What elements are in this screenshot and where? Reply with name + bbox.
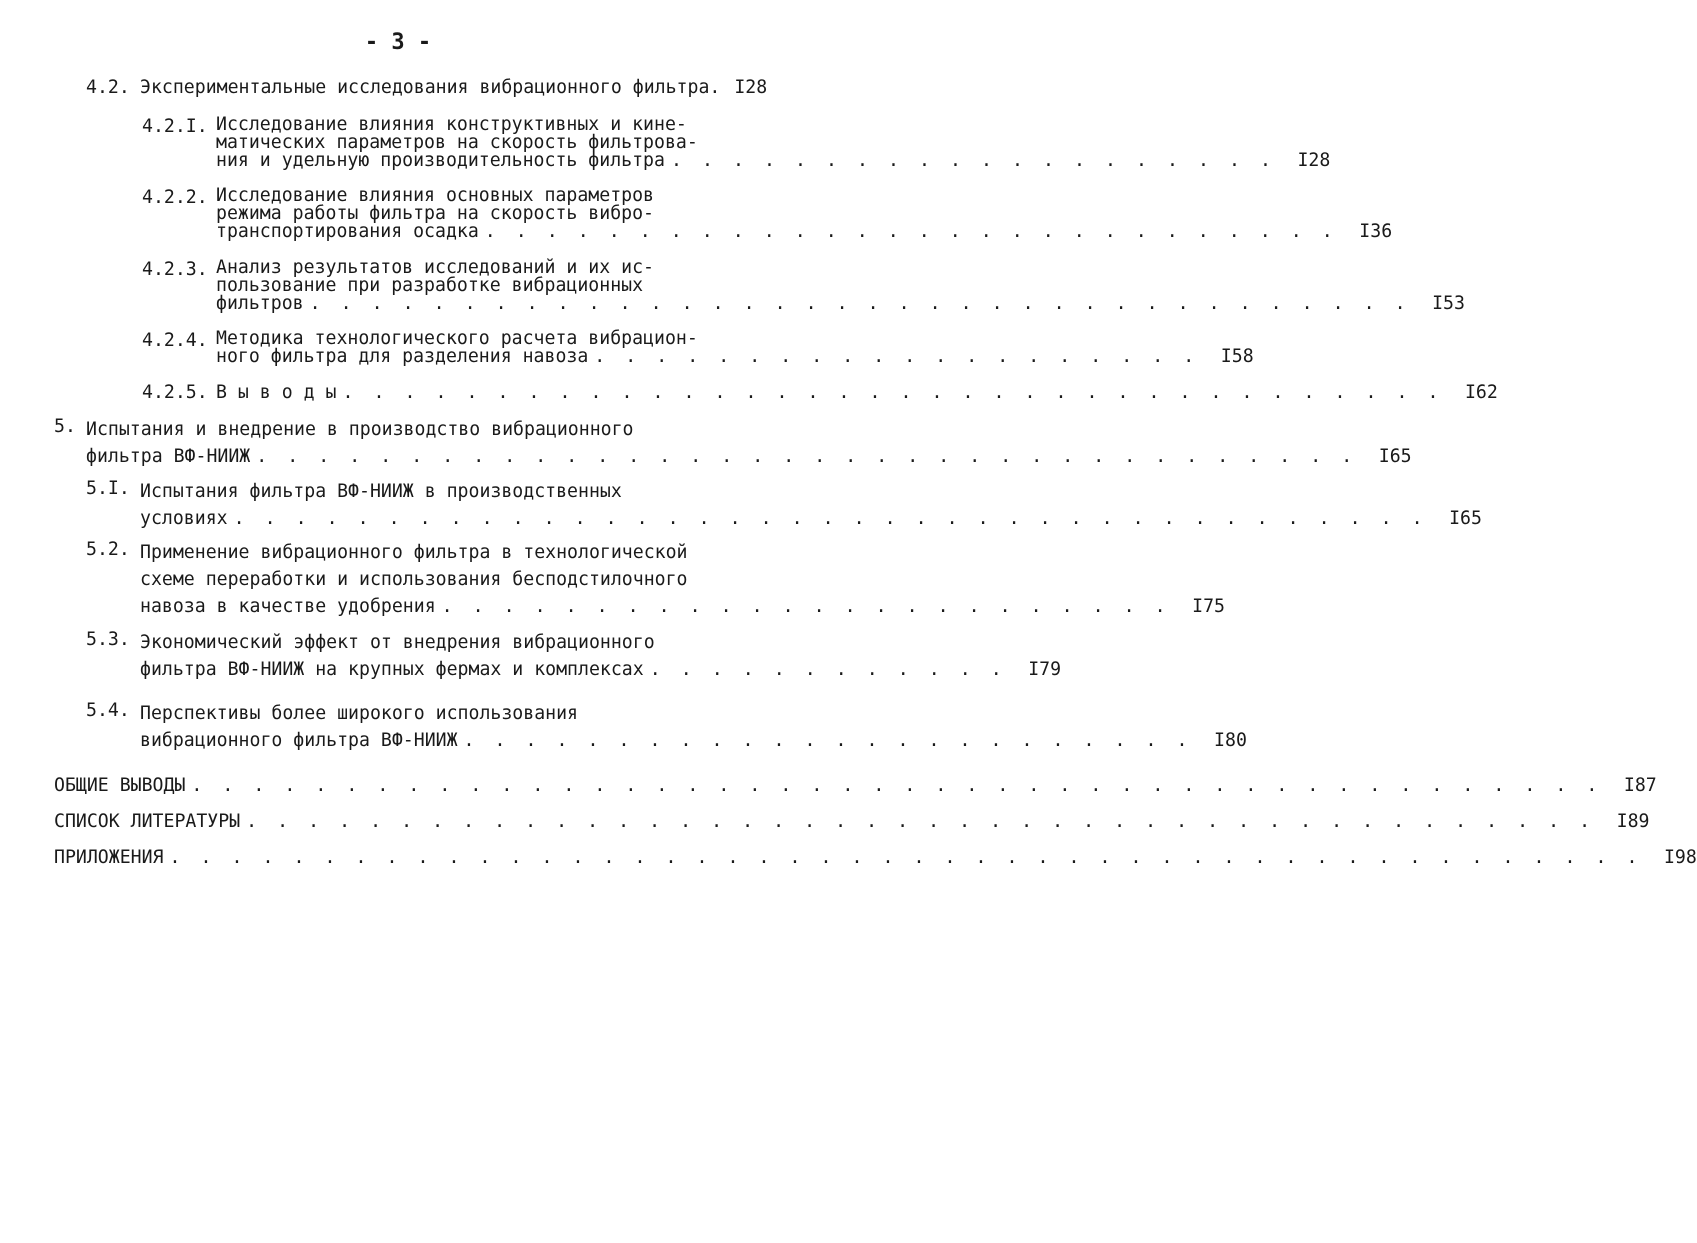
toc-entry-title-line: фильтра ВФ-НИИЖ на крупных фермах и комплексах bbox=[140, 659, 644, 680]
toc-entry-appendices bbox=[54, 847, 1697, 869]
toc-leader-dots: . . . . . . . . . . . . . . . . . . . . bbox=[594, 346, 1199, 367]
toc-entry-title-line: фильтров bbox=[216, 293, 304, 314]
toc-entry-title-line: ния и удельную производительность фильтра bbox=[216, 150, 665, 171]
toc-leader-dots: . . . . . . . . . . . . . . . . . . . . . . . . . . . . . . . . . . . . . . . . . . . . . . bbox=[191, 775, 1602, 796]
toc-page-number: I53 bbox=[1432, 293, 1465, 314]
toc-entry-4-2-3 bbox=[142, 257, 1465, 314]
toc-entry-4-2-4 bbox=[142, 328, 1254, 367]
toc-entry-4-2-1 bbox=[142, 114, 1331, 171]
toc-entry-number: 5.I. bbox=[86, 478, 130, 499]
toc-page-number: I79 bbox=[1028, 659, 1062, 680]
page-number: - 3 - bbox=[364, 30, 432, 55]
toc-entry-4-2 bbox=[86, 77, 768, 99]
toc-leader-dots: . . . . . . . . . . . . . . . . . . . . . . . . . . . . bbox=[484, 221, 1338, 242]
toc-entry-number: 4.2.2. bbox=[142, 187, 208, 208]
toc-entry-number: 4.2.5. bbox=[142, 382, 208, 403]
toc-leader-dots: . . . . . . . . . . . . bbox=[649, 659, 1007, 680]
toc-entry-title-line: пользование при разработке вибрационных bbox=[216, 275, 644, 296]
toc-page-number: I89 bbox=[1616, 811, 1650, 832]
toc-entry-title-line: режима работы фильтра на скорость вибро- bbox=[216, 203, 654, 224]
toc-entry-title-line: Исследование влияния конструктивных и кине- bbox=[216, 114, 687, 135]
toc-page-number: I28 bbox=[1297, 150, 1331, 171]
toc-entry-5-3 bbox=[86, 629, 1062, 683]
toc-leader-dots: . . . . . . . . . . . . . . . . . . . . bbox=[670, 150, 1276, 171]
toc-entry-4-2-2 bbox=[142, 185, 1393, 242]
toc-entry-title-line: схеме переработки и использования бесподстилочного bbox=[140, 569, 688, 590]
toc-entry-general-conclusions bbox=[54, 775, 1657, 797]
toc-entry-title: ПРИЛОЖЕНИЯ bbox=[54, 847, 164, 868]
toc-entry-title: Экспериментальные исследования вибрационного фильтра. bbox=[140, 77, 721, 98]
toc-entry-title-line: Испытания фильтра ВФ-НИИЖ в производственных bbox=[140, 481, 622, 502]
toc-entry-title: В ы в о д ы bbox=[216, 382, 337, 403]
toc-entry-title-line: Экономический эффект от внедрения вибрационного bbox=[140, 632, 655, 653]
toc-page-number: I65 bbox=[1449, 508, 1482, 529]
toc-entry-title-line: навоза в качестве удобрения bbox=[140, 596, 436, 617]
toc-page-number: I62 bbox=[1464, 382, 1498, 403]
toc-page-number: I98 bbox=[1663, 847, 1697, 868]
toc-leader-dots: . . . . . . . . . . . . . . . . . . . . . . . . . . . . . . . . . . . . . . . . . . . . bbox=[246, 811, 1595, 832]
toc-page-number: I58 bbox=[1220, 346, 1254, 367]
toc-leader-dots: . . . . . . . . . . . . . . . . . . . . . . . . . . . . . . . . . . . . . . . . . . . . . . . . bbox=[169, 847, 1642, 868]
toc-entry-title-line: Методика технологического расчета вибрацион- bbox=[216, 328, 698, 349]
toc-entry-number: 5.4. bbox=[86, 700, 130, 721]
toc-entry-title-line: Анализ результатов исследований и их ис- bbox=[216, 257, 654, 278]
toc-entry-title-line: ного фильтра для разделения навоза bbox=[216, 346, 589, 367]
toc-entry-5-4 bbox=[86, 700, 1247, 754]
toc-leader-dots: . . . . . . . . . . . . . . . . . . . . . . . . . . . . . . . . . . . . bbox=[256, 446, 1357, 467]
toc-entry-title-line: вибрационного фильтра ВФ-НИИЖ bbox=[140, 730, 458, 751]
toc-entry-number: 4.2.I. bbox=[142, 116, 208, 137]
toc-entry-title-line: Перспективы более широкого использования bbox=[140, 703, 578, 724]
toc-entry-title-line: Исследование влияния основных параметров bbox=[216, 185, 654, 206]
toc-entry-number: 5. bbox=[54, 416, 76, 437]
toc-entry-5 bbox=[54, 416, 1412, 470]
toc-entry-5-2 bbox=[86, 539, 1226, 620]
toc-entry-number: 4.2.3. bbox=[142, 259, 208, 280]
toc-page-number: I75 bbox=[1192, 596, 1226, 617]
toc-page-number: I28 bbox=[734, 77, 768, 98]
toc-page-number: I87 bbox=[1623, 775, 1657, 796]
toc-entry-title-line: условиях bbox=[140, 508, 228, 529]
toc-leader-dots: . . . . . . . . . . . . . . . . . . . . . . . . bbox=[463, 730, 1193, 751]
toc-entry-title-line: матических параметров на скорость фильтрова- bbox=[216, 132, 698, 153]
toc-entry-4-2-5 bbox=[142, 382, 1498, 404]
toc-entry-number: 5.3. bbox=[86, 629, 130, 650]
toc-entry-title: СПИСОК ЛИТЕРАТУРЫ bbox=[54, 811, 241, 832]
toc-entry-5-1 bbox=[86, 478, 1482, 532]
toc-entry-title-line: транспортирования осадка bbox=[216, 221, 479, 242]
toc-leader-dots: . . . . . . . . . . . . . . . . . . . . . . . . . . . . . . . . . . . . . . . bbox=[233, 508, 1428, 529]
toc-page-number: I65 bbox=[1378, 446, 1412, 467]
toc-entry-title-line: фильтра ВФ-НИИЖ bbox=[86, 446, 251, 467]
toc-entry-references bbox=[54, 811, 1650, 833]
toc-entry-number: 4.2.4. bbox=[142, 330, 208, 351]
toc-page-number: I80 bbox=[1214, 730, 1247, 751]
toc-leader-dots: . . . . . . . . . . . . . . . . . . . . . . . . . . . . . . . . . . . . bbox=[342, 382, 1443, 403]
toc-leader-dots: . . . . . . . . . . . . . . . . . . . . . . . . bbox=[441, 596, 1171, 617]
toc-entry-title-line: Применение вибрационного фильтра в технологической bbox=[140, 542, 688, 563]
toc-page-number: I36 bbox=[1359, 221, 1393, 242]
toc-leader-dots: . . . . . . . . . . . . . . . . . . . . . . . . . . . . . . . . . . . . bbox=[309, 293, 1411, 314]
toc-entry-number: 4.2. bbox=[86, 77, 130, 98]
toc-entry-title-line: Испытания и внедрение в производство вибрационного bbox=[86, 419, 634, 440]
toc-entry-title: ОБЩИЕ ВЫВОДЫ bbox=[54, 775, 186, 796]
toc-entry-number: 5.2. bbox=[86, 539, 130, 560]
